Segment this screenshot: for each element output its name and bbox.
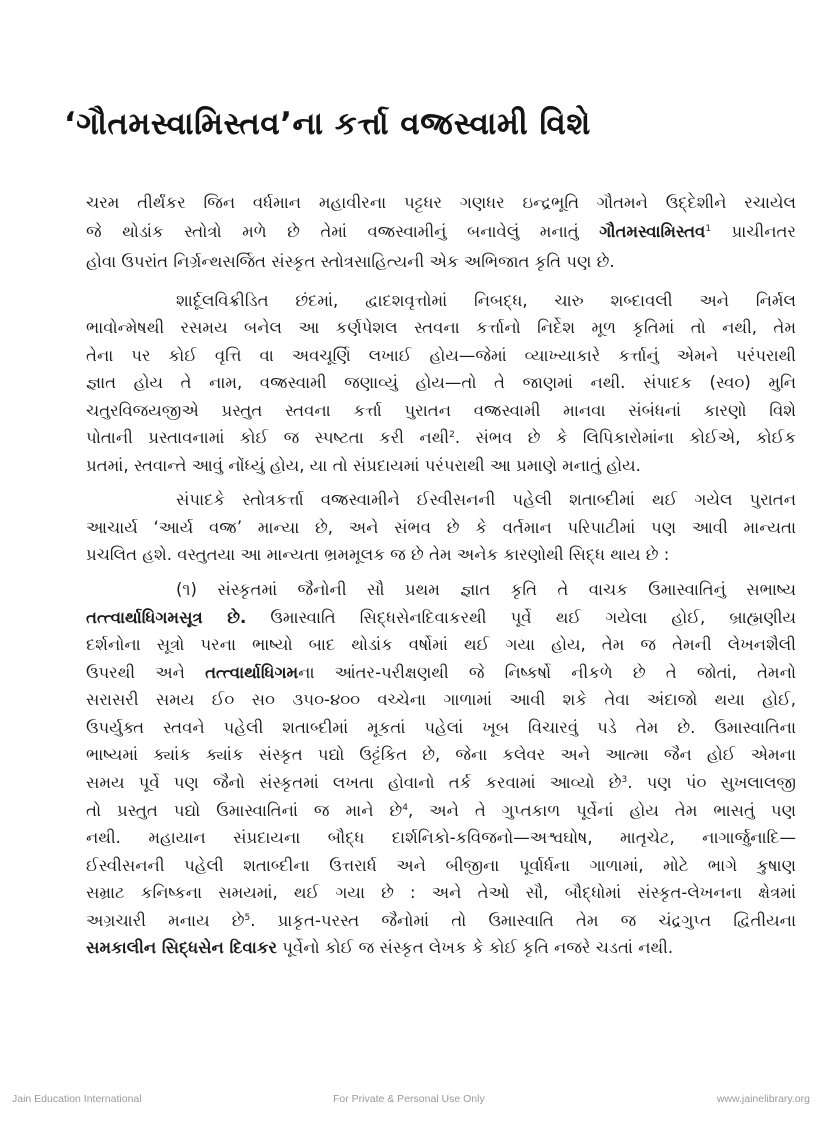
paragraph-4-line xyxy=(86,687,796,713)
page-title: ‘ગૌતમસ્વામિસ્તવ’ના કર્ત્તા વજ્રસ્વામી વિશે xyxy=(64,106,591,142)
text-run: ઉપર્યુક્ત સ્તવને પહેલી શતાબ્દીમાં મૂકતાં પહેલાં ખૂબ વિચારવું પડે તેમ છે. ઉમાસ્વાતિના xyxy=(86,718,796,737)
footnote-marker: 3 xyxy=(621,775,628,785)
paragraph-2-line xyxy=(86,288,796,314)
paragraph-2-line xyxy=(86,453,796,479)
text-run: સમ્રાટ કનિષ્કના સમયમાં, થઈ ગયા છે : અને તેઓ સૌ, બૌદ્ધોમાં સંસ્કૃત-લેખનના ક્ષેત્રમાં xyxy=(86,883,796,902)
paragraph-2-line xyxy=(86,425,796,451)
text-run: . પ્રાકૃત-પરસ્ત જૈનોમાં તો ઉમાસ્વાતિ તેમ જ ચંદ્રગુપ્ત દ્વિતીયના xyxy=(250,911,796,930)
paragraph-1-line xyxy=(86,249,796,275)
paragraph-4-line xyxy=(86,908,796,934)
text-run: પ્રચલિત હશે. વસ્તુતયા આ માન્યતા ભ્રમમૂલક જ છે તેમ અનેક કારણોથી સિદ્ધ થાય છે : xyxy=(86,545,670,564)
paragraph-4-line xyxy=(86,605,796,631)
text-run: પોતાની પ્રસ્તાવનામાં કોઈ જ સ્પષ્ટતા કરી નથી xyxy=(86,428,450,447)
text-run: , અને તે ગુપ્તકાળ પૂર્વેનાં હોય તેમ ભાસતું પણ xyxy=(407,801,796,820)
text-run: સમય પૂર્વે પણ જૈનો સંસ્કૃતમાં લખતા હોવાનો તર્ક કરવામાં આવ્યો છે xyxy=(86,773,622,792)
footnote-marker: 1 xyxy=(705,224,712,234)
footer-website-link[interactable]: www.jainelibrary.org xyxy=(716,1093,810,1105)
paragraph-4-line xyxy=(86,742,796,768)
footnote-marker: 5 xyxy=(244,913,251,923)
paragraph-4-line xyxy=(86,853,796,879)
paragraph-4-line xyxy=(86,880,796,906)
paragraph-4-line xyxy=(86,935,796,961)
paragraph-2-line xyxy=(86,370,796,396)
text-run: હોવા ઉપરાંત નિર્ગ્રન્થસર્જિત સંસ્કૃત સ્તોત્રસાહિત્યની એક અભિજાત કૃતિ પણ છે. xyxy=(86,252,615,271)
bold-text: તત્ત્વાર્થાધિગમસૂત્ર છે. xyxy=(86,608,247,627)
paragraph-1-line xyxy=(86,219,796,245)
paragraph-4-line xyxy=(86,770,796,796)
text-run: તેના પર કોઈ વૃત્તિ વા અવચૂર્ણિ લખાઈ હોય—જેમાં વ્યાખ્યાકારે કર્ત્તાનું એમને પરંપરાથી xyxy=(86,346,796,365)
text-run: ચરમ તીર્થંકર જિન વર્ધમાન મહાવીરના પટ્ટધર ગણધર ઇન્દ્રભૂતિ ગૌતમને ઉદ્દેશીને રચાયેલ xyxy=(86,193,796,212)
paragraph-4-line xyxy=(86,825,796,851)
footnote-marker: 2 xyxy=(449,430,455,440)
text-run: જ્ઞાત હોય તે નામ, વજ્રસ્વામી જણાવ્યું હોય—તો તે જાણમાં નથી. સંપાદક (સ્વ૦) મુનિ xyxy=(86,373,796,392)
text-run: (૧) સંસ્કૃતમાં જૈનોની સૌ પ્રથમ જ્ઞાત કૃતિ તે વાચક ઉમાસ્વાતિનું સભાષ્ય xyxy=(176,580,796,599)
paragraph-3-line xyxy=(86,515,796,541)
text-run: પ્રાચીનતર xyxy=(711,222,796,241)
text-run: તો પ્રસ્તુત પદ્યો ઉમાસ્વાતિનાં જ માને છે xyxy=(86,801,403,820)
text-run: નથી. મહાયાન સંપ્રદાયના બૌદ્ધ દાર્શનિકો-કવિજનો—અશ્વઘોષ, માતૃચેટ, નાગાર્જુનાદિ— xyxy=(86,828,796,847)
paragraph-3-line xyxy=(86,542,796,568)
text-run: સરાસરી સમય ઈ૦ સ૦ ૩૫૦-૪૦૦ વચ્ચેના ગાળામાં આવી શકે તેવા અંદાજો થયા હોઈ, xyxy=(86,690,796,709)
text-run: જે થોડાંક સ્તોત્રો મળે છે તેમાં વજ્રસ્વામીનું બનાવેલું મનાતું xyxy=(86,222,600,241)
text-run: ભાવોન્મેષથી રસમય બનેલ આ કર્ણપેશલ સ્તવના કર્ત્તાનો નિર્દેશ મૂળ કૃતિમાં તો નથી, તેમ xyxy=(86,318,796,337)
text-run: શાર્દૂલવિક્રીડિત છંદમાં, દ્વાદશવૃત્તોમાં નિબદ્ધ, ચારુ શબ્દાવલી અને નિર્મલ xyxy=(176,291,796,310)
text-run: પૂર્વેનો કોઈ જ સંસ્કૃત લેખક કે કોઈ કૃતિ નજરે ચડતાં નથી. xyxy=(277,938,674,957)
text-run: સંપાદકે સ્તોત્રકર્ત્તા વજ્રસ્વામીને ઈસ્વીસનની પહેલી શતાબ્દીમાં થઈ ગયેલ પુરાતન xyxy=(176,490,796,509)
text-run: . પણ પં૦ સુખલાલજી xyxy=(627,773,796,792)
text-run: . સંભવ છે કે લિપિકારોમાંના કોઈએ, કોઈક xyxy=(454,428,796,447)
text-run: પ્રતમાં, સ્તવાન્તે આવું નોંધ્યું હોય, યા તો સંપ્રદાયમાં પરંપરાથી આ પ્રમાણે મનાતું હોય. xyxy=(86,456,641,475)
text-run: ઉમાસ્વાતિ સિદ્ધસેનદિવાકરથી પૂર્વે થઈ ગયેલા હોઈ, બ્રાહ્મણીય xyxy=(246,608,796,627)
bold-text: તત્ત્વાર્થાધિગમ xyxy=(205,663,299,682)
paragraph-4-line xyxy=(86,798,796,824)
footnote-marker: 4 xyxy=(402,803,408,813)
footer-publisher: Jain Education International xyxy=(12,1093,142,1105)
paragraph-4-line xyxy=(86,577,796,603)
paragraph-4-line xyxy=(86,715,796,741)
paragraph-2-line xyxy=(86,343,796,369)
text-run: ના આંતર-પરીક્ષણથી જે નિષ્કર્ષો નીકળે છે તે જોતાં, તેમનો xyxy=(298,663,796,682)
paragraph-2-line xyxy=(86,398,796,424)
paragraph-1-line xyxy=(86,190,796,216)
paragraph-4-line xyxy=(86,660,796,686)
paragraph-2-line xyxy=(86,315,796,341)
bold-text: સમકાલીન સિદ્ધસેન દિવાકર xyxy=(86,938,278,957)
text-run: ભાષ્યમાં ક્યાંક ક્યાંક સંસ્કૃત પદ્યો ઉટ્ટંકિત છે, જેના કલેવર અને આત્મા જૈન હોઈ એમના xyxy=(86,745,796,764)
text-run: અગ્રચારી મનાય છે xyxy=(86,911,245,930)
text-run: દર્શનોના સૂત્રો પરના ભાષ્યો બાદ થોડાંક વર્ષોમાં થઈ ગયા હોય, તેમ જ તેમની લેખનશૈલી xyxy=(86,635,796,654)
text-run: ઈસ્વીસનની પહેલી શતાબ્દીના ઉત્તરાર્ધ અને બીજીના પૂર્વાર્ધના ગાળામાં, મોટે ભાગે કુષાણ xyxy=(86,856,796,875)
text-run: ઉપરથી અને xyxy=(86,663,206,682)
paragraph-3-line xyxy=(86,487,796,513)
footer-usage-note: For Private & Personal Use Only xyxy=(333,1093,485,1105)
text-run: ચતુરવિજયજીએ પ્રસ્તુત સ્તવના કર્ત્તા પુરાતન વજ્રસ્વામી માનવા સંબંધનાં કારણો વિશે xyxy=(86,401,796,420)
paragraph-4-line xyxy=(86,632,796,658)
text-run: આચાર્ય ‘આર્ય વજ્ર’ માન્યા છે, અને સંભવ છે કે વર્તમાન પરિપાટીમાં પણ આવી માન્યતા xyxy=(86,518,796,537)
bold-text: ગૌતમસ્વામિસ્તવ xyxy=(599,222,706,241)
